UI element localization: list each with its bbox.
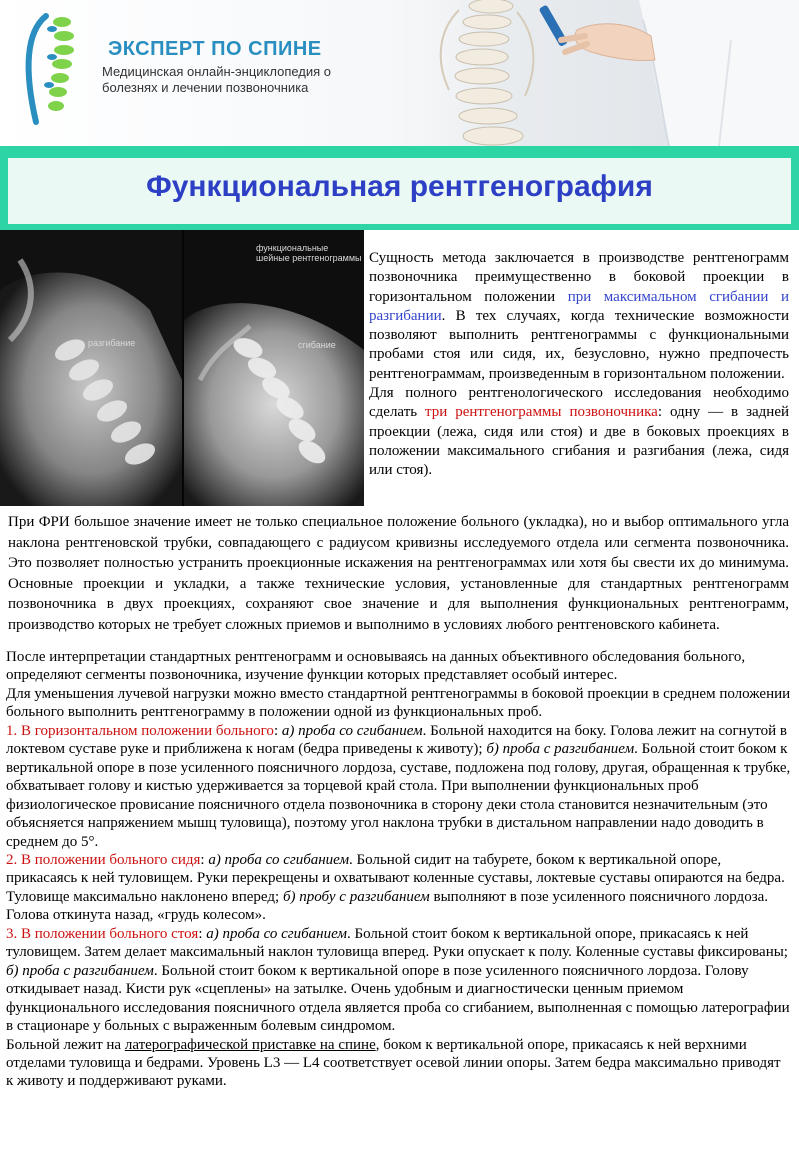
section-horizontal: 1. В горизонтальном положении больного: а) проба со сгибанием. Больной находится на боку. Голова лежит на согнутой в локтевом суставе руке и приближена к ногам (бедра приведены к животу); б) проба с разгибанием. Больной стоит боком к вертикальной опоре в позе усиленного поясничного лордоза, суставе, подложена под голову, другая, обращенная к трубке, обхватывает голову и кистью удерживается за торцевой край стола. При выполнении функциональных проб физиологическое провисание поясничного отдела позвоночника в сторону деки стола становится незначительным (это объясняется напряжением мышц туловища), поэтому угол наклона трубки в дистальном направлении надо доводить в среднем до 5°. <box>6 722 791 850</box>
xray-figure <box>0 230 364 506</box>
paragraph-dose-reduction: Для уменьшения лучевой нагрузки можно вместо стандартной рентгенограммы в боковой проекции в среднем положении больного выполнить рентгенограмму в положении одной из функциональных проб. <box>6 685 791 721</box>
xray-label-flexion: сгибание <box>298 340 336 350</box>
intro-paragraph-1 <box>369 249 789 384</box>
test-flexion-label: а) проба со сгибанием <box>208 851 350 868</box>
text-span: . Больной находится на боку. Голова лежит на согнутой в локтевом суставе руке и приближена к ногам (бедра приведены к животу); <box>6 722 787 758</box>
test-extension-label: б) пробу с разгибанием <box>282 888 430 905</box>
text-span: . В тех случаях, когда технические возможности позволяют выполнить рентгенограммы с функциональными пробами стоя или сидя, их, безусловно, нужно предпочесть рентгенограммам, произведенным в горизонтальном положении. <box>369 307 789 382</box>
text-span: , боком к вертикальной опоре, прикасаясь к ней верхними отделами туловища и бедрами. Уровень L3 — L4 соответствует осевой линии опоры. Затем бедра максимально приводят к животу и поддерживают руками. <box>6 1036 781 1090</box>
xray-label-extension: разгибание <box>88 338 136 348</box>
text-span: Сущность метода заключается в производстве рентгенограмм позвоночника преимущественно в боковой проекции в горизонтальном положении <box>369 250 789 305</box>
xray-caption-line-1: функциональные <box>256 243 329 253</box>
text-span: . Больной стоит боком к вертикальной опоре, прикасаясь к ней туловищем. Затем делает максимальный наклон туловища вперед. Руки опускает к полу. Коленные суставы фиксированы; <box>6 925 788 961</box>
text-span: выполняют в позе усиленного поясничного лордоза. Голова откинута назад, «грудь колесом». <box>6 888 769 924</box>
paragraph-after-interpretation: После интерпретации стандартных рентгенограмм и основываясь на данных объективного обследования больного, определяют сегменты позвоночника, изучение функции которых представляет особый интерес. <box>6 649 746 684</box>
text-span: Больной лежит на <box>6 1036 125 1053</box>
doctor-spine-illustration <box>339 0 799 146</box>
test-extension-label: б) проба с разгибанием <box>6 962 154 979</box>
section-heading-sitting[interactable]: 2. В положении больного сидя <box>6 851 201 868</box>
paragraph-laterography <box>6 1036 791 1091</box>
header-divider <box>0 146 799 158</box>
text-span: : одну — в задней проекции (лежа, сидя или стоя) и две в боковых проекциях в положении максимального сгибания и разгибания (лежа, сидя или стоя). <box>369 404 789 479</box>
link-laterography-attachment[interactable]: латерографической приставке на спине <box>124 1036 376 1053</box>
test-extension-label: б) проба с разгибанием <box>486 741 635 758</box>
xray-caption <box>256 243 362 263</box>
brand-tagline-line-1: Медицинская онлайн-энциклопедия о <box>102 64 332 79</box>
brand-name[interactable]: ЭКСПЕРТ ПО СПИНЕ <box>108 38 322 60</box>
link-three-radiographs[interactable]: три рентгенограммы позвоночника <box>425 404 658 421</box>
section-standing: 3. В положении больного стоя: а) проба со сгибанием. Больной стоит боком к вертикальной опоре, прикасаясь к ней туловищем. Затем делает максимальный наклон туловища вперед. Руки опускает к полу. Коленные суставы фиксированы; б) проба с разгибанием. Больной стоит боком к вертикальной опоре в позе усиленного поясничного лордоза. Голову откидывает назад. Кисти рук «сцеплены» на затылке. Очень удобным и диагностически ценным приемом функционального исследования поясничного отдела является проба со сгибанием, выполненная с помощью латерографии в стационаре у больных с выраженным болевым синдромом. <box>6 925 790 1035</box>
body-text <box>6 648 791 1091</box>
text-span: . Больной сидит на табурете, боком к вертикальной опоре, прикасаясь к ней туловищем. Руки перекрещены и охватывают коленные суставы, локтевые суставы опираются на бедра. Туловище максимально наклонено вперед; <box>6 851 785 905</box>
intro-text <box>369 249 789 481</box>
site-header <box>0 0 799 146</box>
title-bar <box>8 158 791 224</box>
text-span: . Больной стоит боком к вертикальной опоре в позе усиленного поясничного лордоза, суставе, подложена под голову, другая, обращенная к трубке, обхватывает голову и кистью удерживается за торцевой край стола. При выполнении функциональных проб физиологическое провисание поясничного отдела позвоночника в сторону деки стола становится незначительным (это объясняется напряжением мышц туловища), поэтому угол наклона трубки в дистальном направлении надо доводить в среднем до 5°. <box>6 741 791 850</box>
article-content <box>0 230 799 1158</box>
test-flexion-label: а) проба со сгибанием <box>281 722 423 739</box>
section-heading-standing[interactable]: 3. В положении больного стоя <box>6 925 199 942</box>
fri-paragraph: При ФРИ большое значение имеет не только специальное положение больного (укладка), но и выбор оптимального угла наклона рентгеновской трубки, совпадающего с радиусом кривизны исследуемого отдела или сегмента позвоночника. Это позволяет полностью устранить проекционные искажения на рентгенограммах или хотя бы свести их до минимума. Основные проекции и укладки, а также технические условия, установленные для стандартных рентгенограмм позвоночника в двух проекциях, сохраняют свое значение и для выполнения функциональных рентгенограмм, производство которых не требует сложных приемов и выполнимо в условиях любого рентгеновского кабинета. <box>8 514 789 633</box>
section-heading-horizontal[interactable]: 1. В горизонтальном положении больного <box>6 722 274 739</box>
intro-paragraph-2 <box>369 384 789 480</box>
brand-tagline-line-2: болезнях и лечении позвоночника <box>102 80 309 95</box>
brand-tagline <box>102 64 362 96</box>
text-span: . Больной стоит боком к вертикальной опоре в позе усиленного поясничного лордоза. Голову откидывает назад. Кисти рук «сцеплены» на затылке. Очень удобным и диагностически ценным приемом функционального исследования поясничного отдела является проба со сгибанием, выполненная с помощью латерографии в стационаре у больных с выраженным болевым синдромом. <box>6 962 790 1035</box>
link-flexion-extension[interactable]: при максимальном сгибании и разгибании <box>369 288 789 324</box>
page-title: Функциональная рентгенография <box>146 170 653 203</box>
test-flexion-label: а) проба со сгибанием <box>206 925 347 942</box>
section-sitting: 2. В положении больного сидя: а) проба со сгибанием. Больной сидит на табурете, боком к вертикальной опоре, прикасаясь к ней туловищем. Руки перекрещены и охватывают коленные суставы, локтевые суставы опираются на бедра. Туловище максимально наклонено вперед; б) пробу с разгибанием выполняют в позе усиленного поясничного лордоза. Голова откинута назад, «грудь колесом». <box>6 851 785 924</box>
text-span: Для полного рентгенологического исследования необходимо сделать <box>369 385 789 421</box>
spine-logo-icon <box>14 10 86 128</box>
xray-image <box>0 230 364 506</box>
xray-caption-line-2: шейные рентгенограммы <box>256 253 362 263</box>
